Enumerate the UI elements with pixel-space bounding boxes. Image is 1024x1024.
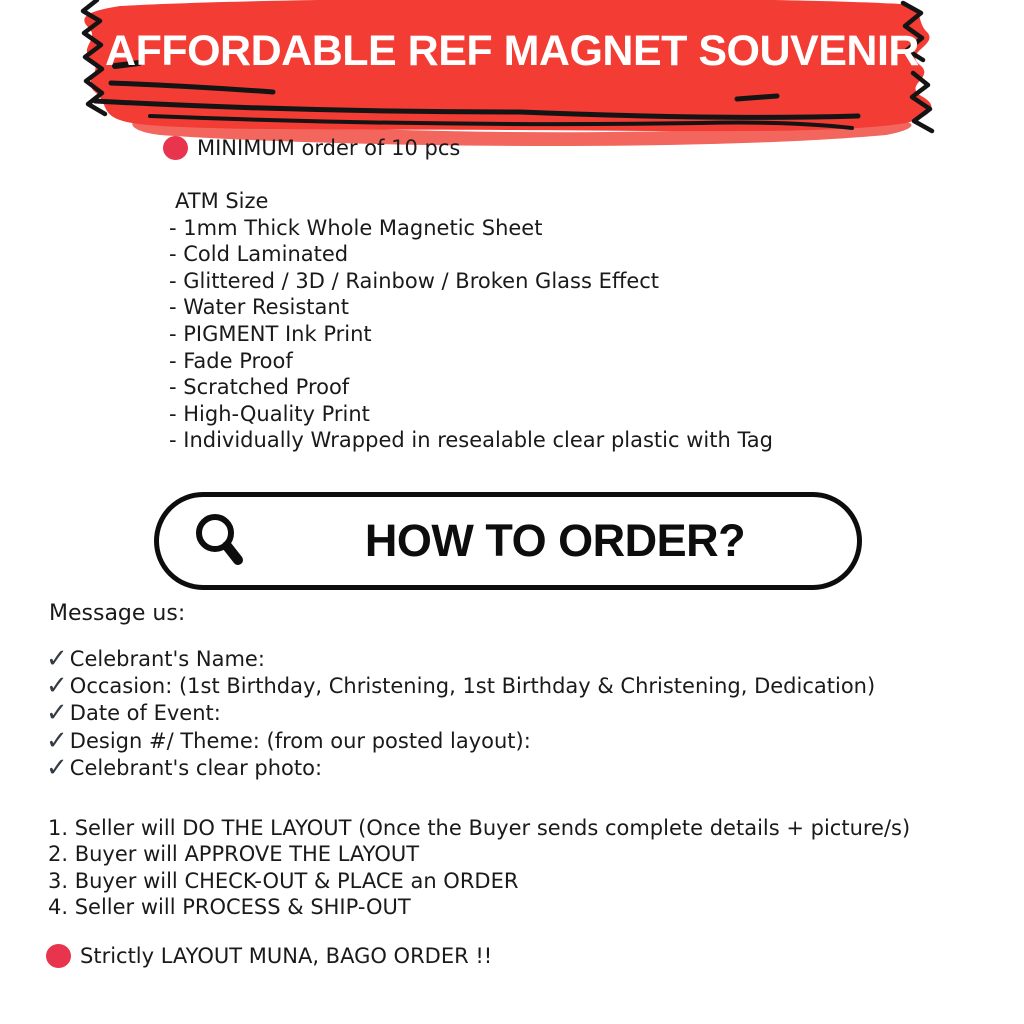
checklist-item [46,671,876,702]
check-icon: ✓ [46,698,68,729]
checklist-item-label: Celebrant's Name: [69,646,265,671]
spec-item: - Glittered / 3D / Rainbow / Broken Glass Effect [169,268,660,293]
specs-section [169,188,773,454]
search-icon [189,509,253,573]
checklist-item [46,645,875,672]
checklist-item [46,700,875,727]
message-checklist [46,645,875,782]
step-item: 4. Seller will PROCESS & SHIP-OUT [48,895,411,920]
spec-item: - Scratched Proof [169,375,350,400]
how-to-order-title: HOW TO ORDER? [364,515,746,566]
spec-item: - Water Resistant [169,295,349,320]
spec-item: - 1mm Thick Whole Magnetic Sheet [169,215,543,240]
step-item: 1. Seller will DO THE LAYOUT (Once the Buyer sends complete details + picture/s) [48,816,911,840]
step-item: 2. Buyer will APPROVE THE LAYOUT [48,842,420,867]
checklist-item-label: Occasion: (1st Birthday, Christening, 1st Birthday & Christening, Dedication) [69,674,876,699]
checklist-item [46,755,875,782]
checklist-item-label: Date of Event: [69,701,221,726]
spec-item: - Fade Proof [169,348,293,373]
right-dash-scribble [737,96,777,99]
specs-heading: ATM Size [175,189,269,213]
spec-item: - Individually Wrapped in resealable clear plastic with Tag [169,428,773,453]
red-bullet-icon [46,944,71,968]
checklist-item-label: Design #/ Theme: (from our posted layout): [69,728,531,753]
checklist-item [46,727,875,754]
footer-note [46,944,492,968]
banner-title: AFFORDABLE REF MAGNET SOUVENIR [105,27,919,75]
check-icon: ✓ [46,753,68,784]
red-bullet-icon [163,136,188,160]
footer-note-text: Strictly LAYOUT MUNA, BAGO ORDER !! [80,944,493,968]
min-order-note [163,136,460,160]
check-icon: ✓ [46,643,68,674]
how-to-order-box [154,492,862,590]
spec-item: - PIGMENT Ink Print [169,321,372,346]
check-icon: ✓ [46,725,68,756]
min-order-text: MINIMUM order of 10 pcs [197,136,461,160]
spec-item: - Cold Laminated [169,242,349,267]
spec-item: - High-Quality Print [169,401,370,426]
check-icon: ✓ [46,671,68,702]
ordering-steps [48,815,910,921]
message-us-heading: Message us: [49,601,186,626]
checklist-item-label: Celebrant's clear photo: [69,756,323,781]
step-item: 3. Buyer will CHECK-OUT & PLACE an ORDER [48,868,519,893]
